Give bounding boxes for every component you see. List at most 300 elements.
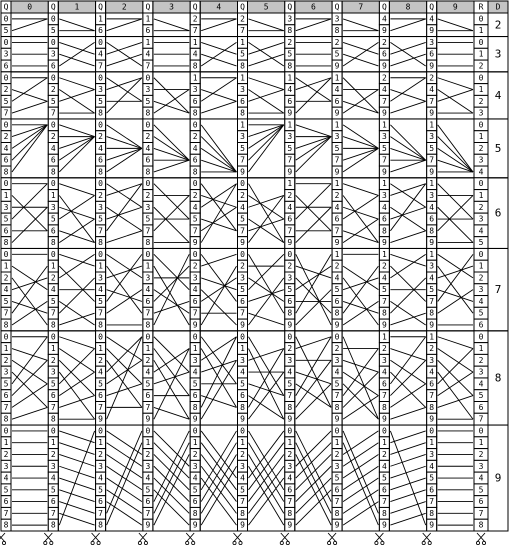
connector-wire xyxy=(343,195,378,242)
quotient-digit: 1 xyxy=(287,120,293,130)
connector-wire xyxy=(390,184,425,231)
quotient-digit: 3 xyxy=(50,202,56,212)
quotient-digit: 2 xyxy=(98,449,104,459)
quotient-digit: 8 xyxy=(192,508,198,518)
header-digit-6: 6 xyxy=(311,2,316,12)
connector-wire xyxy=(12,19,47,31)
quotient-digit: 4 xyxy=(192,473,198,483)
quotient-digit: 6 xyxy=(381,379,387,389)
connector-wire xyxy=(154,349,189,373)
quotient-digit: 3 xyxy=(240,355,245,365)
quotient-digit: 3 xyxy=(240,273,245,283)
quotient-digit: 5 xyxy=(50,296,56,306)
connector-wire xyxy=(59,42,94,66)
divisor-label: 6 xyxy=(494,206,502,220)
remainder-digit: 0 xyxy=(478,73,484,83)
quotient-digit: 7 xyxy=(429,391,435,401)
remainder-digit: 1 xyxy=(478,132,484,142)
quotient-digit: 6 xyxy=(334,485,340,495)
quotient-digit: 3 xyxy=(98,202,104,212)
connector-wire xyxy=(296,337,331,349)
connector-wire xyxy=(59,42,94,54)
header-digit-5: 5 xyxy=(263,2,269,12)
connector-wire xyxy=(59,490,94,502)
connector-wire xyxy=(438,19,473,31)
quotient-digit: 5 xyxy=(334,379,340,389)
quotient-digit: 5 xyxy=(381,285,387,295)
quotient-digit: 0 xyxy=(145,426,151,436)
scissor-mark-icon xyxy=(44,533,52,542)
scissor-handle-icon xyxy=(328,541,331,544)
quotient-digit: 6 xyxy=(429,49,435,59)
quotient-digit: 8 xyxy=(98,238,104,248)
quotient-digit: 6 xyxy=(50,497,56,507)
connector-wire xyxy=(107,207,142,219)
quotient-digit: 9 xyxy=(192,414,198,424)
quotient-digit: 5 xyxy=(50,96,56,106)
quotient-digit: 6 xyxy=(3,61,9,71)
remainder-digit: 2 xyxy=(478,61,484,71)
scissor-handle-icon xyxy=(50,541,53,544)
quotient-digit: 7 xyxy=(145,308,151,318)
connector-wire xyxy=(201,90,236,102)
scissor-handle-icon xyxy=(334,541,337,544)
quotient-digit: 8 xyxy=(240,402,245,412)
connector-wire xyxy=(343,266,378,290)
quotient-digit: 0 xyxy=(381,426,387,436)
quotient-digit: 2 xyxy=(192,190,198,200)
quotient-digit: 8 xyxy=(381,226,387,236)
connector-wire xyxy=(201,466,236,525)
quotient-digit: 3 xyxy=(98,273,104,283)
header-q-label: Q xyxy=(287,2,293,12)
connector-wire xyxy=(296,78,331,113)
quotient-digit: 2 xyxy=(381,261,387,271)
quotient-digit: 9 xyxy=(334,167,340,177)
connector-wire xyxy=(296,337,331,408)
quotient-digit: 9 xyxy=(240,238,245,248)
remainder-digit: 5 xyxy=(478,308,484,318)
quotient-digit: 7 xyxy=(429,96,435,106)
quotient-digit: 5 xyxy=(50,485,56,495)
quotient-digit: 9 xyxy=(240,320,245,330)
quotient-digit: 0 xyxy=(145,332,151,342)
connector-wire xyxy=(201,137,236,172)
quotient-digit: 2 xyxy=(3,85,9,95)
quotient-digit: 5 xyxy=(381,143,387,153)
quotient-digit: 2 xyxy=(145,190,151,200)
remainder-digit: 1 xyxy=(478,438,484,448)
quotient-digit: 8 xyxy=(50,238,56,248)
connector-wire xyxy=(107,148,142,160)
connector-wire xyxy=(201,454,236,501)
scissor-handle-icon xyxy=(280,541,283,544)
quotient-digit: 1 xyxy=(192,344,198,354)
connector-wire xyxy=(390,42,425,66)
connector-wire xyxy=(154,431,189,502)
connector-wire xyxy=(438,90,473,114)
scissor-mark-icon xyxy=(328,533,336,542)
connector-wire xyxy=(107,137,142,149)
quotient-digit: 1 xyxy=(98,438,104,448)
connector-wire xyxy=(438,290,473,302)
quotient-digit: 7 xyxy=(145,402,151,412)
connector-wire xyxy=(154,349,189,396)
quotient-digit: 0 xyxy=(429,426,435,436)
quotient-digit: 0 xyxy=(50,120,56,130)
connector-wire xyxy=(343,266,378,313)
quotient-digit: 1 xyxy=(240,344,245,354)
quotient-digit: 4 xyxy=(98,473,104,483)
connector-wire xyxy=(201,125,236,172)
quotient-digit: 1 xyxy=(192,37,198,47)
connector-wire xyxy=(343,19,378,31)
quotient-digit: 9 xyxy=(429,520,435,530)
quotient-digit: 3 xyxy=(287,273,293,283)
connector-wire xyxy=(438,125,473,172)
quotient-digit: 2 xyxy=(50,273,56,283)
connector-wire xyxy=(201,42,236,54)
quotient-digit: 1 xyxy=(192,73,198,83)
quotient-digit: 6 xyxy=(145,26,151,36)
connector-wire xyxy=(249,125,284,160)
quotient-digit: 2 xyxy=(334,190,340,200)
connector-wire xyxy=(249,454,284,513)
scissor-mark-icon xyxy=(234,533,242,542)
connector-wire xyxy=(343,184,378,196)
connector-wire xyxy=(107,184,142,231)
quotient-digit: 8 xyxy=(50,414,56,424)
connector-wire xyxy=(390,478,425,490)
quotient-digit: 1 xyxy=(50,190,56,200)
connector-wire xyxy=(201,337,236,384)
quotient-digit: 5 xyxy=(240,379,245,389)
quotient-digit: 8 xyxy=(287,508,293,518)
quotient-digit: 7 xyxy=(240,226,245,236)
quotient-digit: 7 xyxy=(287,155,293,165)
quotient-digit: 9 xyxy=(334,520,340,530)
quotient-digit: 2 xyxy=(3,273,9,283)
quotient-digit: 5 xyxy=(240,143,245,153)
quotient-digit: 7 xyxy=(287,391,293,401)
quotient-digit: 9 xyxy=(429,108,435,118)
quotient-digit: 2 xyxy=(50,449,56,459)
connector-wire xyxy=(12,301,47,313)
connector-wire xyxy=(107,254,142,301)
connector-wire xyxy=(249,443,284,502)
quotient-digit: 7 xyxy=(240,497,245,507)
quotient-digit: 4 xyxy=(381,367,387,377)
quotient-digit: 8 xyxy=(98,167,104,177)
connector-wire xyxy=(343,443,378,525)
quotient-digit: 3 xyxy=(334,14,340,24)
quotient-digit: 8 xyxy=(429,508,435,518)
connector-wire xyxy=(201,349,236,408)
quotient-digit: 2 xyxy=(3,355,9,365)
quotient-digit: 9 xyxy=(287,320,293,330)
scissor-handle-icon xyxy=(233,541,236,544)
connector-wire xyxy=(201,254,236,266)
quotient-digit: 1 xyxy=(381,438,387,448)
quotient-digit: 2 xyxy=(287,344,293,354)
quotient-digit: 8 xyxy=(429,402,435,412)
quotient-digit: 6 xyxy=(50,226,56,236)
connector-wire xyxy=(201,195,236,207)
connector-wire xyxy=(154,337,189,372)
connector-wire xyxy=(249,443,284,490)
connector-wire xyxy=(59,231,94,243)
scissor-mark-icon xyxy=(375,533,383,542)
scissor-handle-icon xyxy=(286,541,289,544)
quotient-digit: 1 xyxy=(145,344,151,354)
connector-wire xyxy=(12,278,47,325)
quotient-digit: 0 xyxy=(98,249,104,259)
connector-wire xyxy=(12,266,47,313)
quotient-digit: 3 xyxy=(145,85,151,95)
connector-wire xyxy=(154,454,189,525)
quotient-digit: 2 xyxy=(429,73,435,83)
connector-wire xyxy=(201,54,236,66)
connector-wire xyxy=(249,90,284,114)
connector-wire xyxy=(343,42,378,54)
connector-wire xyxy=(438,266,473,278)
connector-wire xyxy=(201,337,236,361)
divisor-row-5 xyxy=(1,119,508,178)
connector-wire xyxy=(390,384,425,408)
connector-wire xyxy=(390,54,425,66)
quotient-digit: 1 xyxy=(334,120,340,130)
quotient-digit: 6 xyxy=(50,61,56,71)
remainder-digit: 1 xyxy=(478,85,484,95)
divisor-row-3 xyxy=(1,37,508,72)
connector-wire xyxy=(154,443,189,514)
quotient-digit: 1 xyxy=(50,344,56,354)
remainder-digit: 1 xyxy=(478,261,484,271)
connector-wire xyxy=(154,78,189,113)
connector-wire xyxy=(438,266,473,313)
quotient-digit: 4 xyxy=(98,285,104,295)
connector-wire xyxy=(343,137,378,149)
quotient-digit: 7 xyxy=(98,402,104,412)
connector-wire xyxy=(390,101,425,113)
connector-wire xyxy=(201,148,236,172)
connector-wire xyxy=(343,301,378,325)
quotient-digit: 1 xyxy=(50,261,56,271)
remainder-digit: 5 xyxy=(478,238,484,248)
quotient-digit: 4 xyxy=(334,85,340,95)
quotient-digit: 9 xyxy=(334,61,340,71)
quotient-digit: 5 xyxy=(192,485,198,495)
remainder-digit: 0 xyxy=(478,179,484,189)
quotient-digit: 8 xyxy=(3,238,9,248)
quotient-digit: 8 xyxy=(381,508,387,518)
quotient-digit: 4 xyxy=(381,14,387,24)
quotient-digit: 5 xyxy=(192,214,198,224)
connector-wire xyxy=(201,443,236,490)
connector-wire xyxy=(201,431,236,490)
quotient-digit: 5 xyxy=(240,485,245,495)
connector-wire xyxy=(59,195,94,219)
quotient-digit: 7 xyxy=(240,308,245,318)
remainder-digit: 4 xyxy=(478,379,484,389)
quotient-digit: 3 xyxy=(3,49,9,59)
connector-wire xyxy=(390,349,425,361)
quotient-digit: 6 xyxy=(145,155,151,165)
quotient-digit: 5 xyxy=(50,214,56,224)
quotient-digit: 5 xyxy=(145,485,151,495)
quotient-digit: 3 xyxy=(50,367,56,377)
remainder-digit: 6 xyxy=(478,497,484,507)
connector-wire xyxy=(107,231,142,243)
remainder-digit: 0 xyxy=(478,249,484,259)
connector-wire xyxy=(201,360,236,372)
connector-wire xyxy=(154,160,189,172)
quotient-digit: 9 xyxy=(192,520,198,530)
quotient-digit: 6 xyxy=(3,155,9,165)
connector-wire xyxy=(249,466,284,513)
quotient-digit: 7 xyxy=(50,108,56,118)
connector-wire xyxy=(201,184,236,208)
quotient-digit: 0 xyxy=(240,249,245,259)
quotient-digit: 4 xyxy=(381,273,387,283)
quotient-digit: 9 xyxy=(287,238,293,248)
quotient-digit: 2 xyxy=(50,85,56,95)
quotient-digit: 9 xyxy=(98,414,104,424)
header-digit-3: 3 xyxy=(169,2,174,12)
quotient-digit: 7 xyxy=(429,155,435,165)
connector-wire xyxy=(343,219,378,243)
quotient-digit: 4 xyxy=(192,285,198,295)
quotient-digit: 2 xyxy=(145,449,151,459)
quotient-digit: 0 xyxy=(98,426,104,436)
quotient-digit: 1 xyxy=(98,344,104,354)
connector-wire xyxy=(249,466,284,525)
quotient-digit: 4 xyxy=(381,85,387,95)
quotient-digit: 6 xyxy=(334,96,340,106)
scissor-handle-icon xyxy=(2,541,5,544)
scissor-mark-icon xyxy=(477,533,485,542)
connector-wire xyxy=(390,431,425,525)
connector-wire xyxy=(59,184,94,196)
connector-wire xyxy=(343,372,378,396)
quotient-digit: 3 xyxy=(3,367,9,377)
quotient-digit: 9 xyxy=(145,520,151,530)
quotient-digit: 2 xyxy=(381,37,387,47)
quotient-digit: 1 xyxy=(334,73,340,83)
connector-wire xyxy=(249,19,284,31)
quotient-digit: 5 xyxy=(145,379,151,389)
quotient-digit: 4 xyxy=(145,49,151,59)
quotient-digit: 5 xyxy=(287,49,293,59)
quotient-digit: 3 xyxy=(192,355,198,365)
connector-wire xyxy=(296,78,331,102)
quotient-digit: 5 xyxy=(287,379,293,389)
quotient-digit: 3 xyxy=(240,461,245,471)
quotient-digit: 3 xyxy=(3,202,9,212)
header-q-label: Q xyxy=(334,2,340,12)
connector-wire xyxy=(201,443,236,502)
quotient-digit: 9 xyxy=(429,414,435,424)
quotient-digit: 5 xyxy=(334,143,340,153)
connector-wire xyxy=(12,384,47,408)
divisor-label: 9 xyxy=(494,471,502,485)
connector-wire xyxy=(296,137,331,161)
connector-wire xyxy=(438,254,473,278)
quotient-digit: 4 xyxy=(3,473,9,483)
quotient-digit: 0 xyxy=(3,73,9,83)
quotient-digit: 1 xyxy=(287,179,293,189)
quotient-digit: 6 xyxy=(429,379,435,389)
quotient-digit: 6 xyxy=(381,214,387,224)
connector-wire xyxy=(249,125,284,172)
quotient-digit: 3 xyxy=(98,85,104,95)
connector-wire xyxy=(296,254,331,325)
connector-wire xyxy=(59,454,94,466)
connector-wire xyxy=(201,78,236,102)
quotient-digit: 5 xyxy=(240,214,245,224)
quotient-digit: 3 xyxy=(192,461,198,471)
connector-wire xyxy=(59,349,94,373)
connector-wire xyxy=(249,349,284,420)
connector-wire xyxy=(12,301,47,325)
quotient-digit: 4 xyxy=(429,461,435,471)
quotient-digit: 1 xyxy=(145,261,151,271)
connector-wire xyxy=(107,78,142,113)
connector-wire xyxy=(201,278,236,302)
quotient-digit: 7 xyxy=(192,226,198,236)
connector-wire xyxy=(59,301,94,325)
divisor-label: 5 xyxy=(494,141,502,155)
quotient-digit: 3 xyxy=(334,461,340,471)
connector-wire xyxy=(201,360,236,419)
connector-wire xyxy=(249,349,284,361)
quotient-digit: 8 xyxy=(429,308,435,318)
remainder-digit: 2 xyxy=(478,202,484,212)
connector-wire xyxy=(59,254,94,278)
quotient-digit: 3 xyxy=(240,132,245,142)
connector-wire xyxy=(390,137,425,161)
quotient-digit: 0 xyxy=(98,37,104,47)
quotient-digit: 3 xyxy=(287,132,293,142)
remainder-digit: 1 xyxy=(478,49,484,59)
scissor-handle-icon xyxy=(44,541,47,544)
connector-wire xyxy=(59,478,94,490)
quotient-digit: 1 xyxy=(429,438,435,448)
quotient-digit: 7 xyxy=(98,226,104,236)
connector-wire xyxy=(107,478,142,502)
remainder-digit: 3 xyxy=(478,285,484,295)
quotient-digit: 4 xyxy=(192,367,198,377)
connector-wire xyxy=(107,148,142,172)
divisor-label: 8 xyxy=(494,371,502,385)
connector-wire xyxy=(249,54,284,66)
connector-wire xyxy=(438,372,473,396)
scissor-handle-icon xyxy=(192,541,195,544)
quotient-digit: 3 xyxy=(334,132,340,142)
quotient-digit: 1 xyxy=(381,179,387,189)
quotient-digit: 0 xyxy=(3,179,9,189)
quotient-digit: 6 xyxy=(192,155,198,165)
quotient-digit: 6 xyxy=(192,497,198,507)
quotient-digit: 4 xyxy=(98,49,104,59)
connector-wire xyxy=(390,466,425,478)
connector-wire xyxy=(154,290,189,314)
scissor-mark-icon xyxy=(139,533,147,542)
quotient-digit: 2 xyxy=(145,132,151,142)
quotient-digit: 0 xyxy=(145,120,151,130)
connector-wire xyxy=(107,125,142,149)
quotient-digit: 4 xyxy=(429,202,435,212)
